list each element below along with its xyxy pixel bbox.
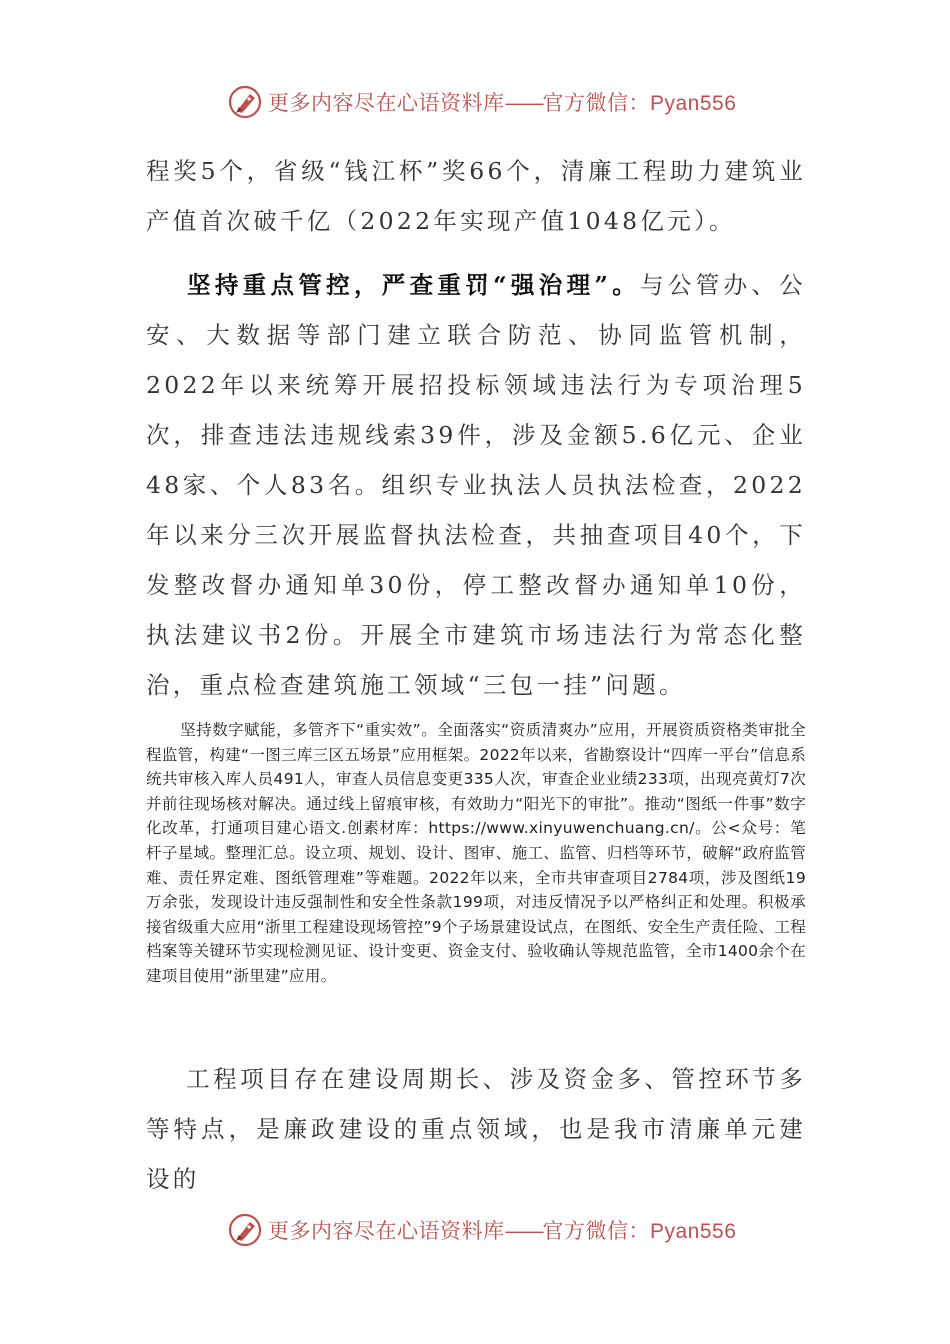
banner-wechat-label: 官方微信： (542, 91, 650, 115)
banner-dash: —— (504, 91, 543, 115)
header-banner (228, 84, 748, 120)
banner-text (268, 87, 736, 117)
banner-dash: —— (504, 1219, 543, 1243)
banner-wechat-id: Pyan556 (650, 1220, 737, 1243)
paragraph-3 (146, 718, 806, 989)
banner-title: 更多内容尽在心语资料库 (268, 91, 505, 115)
paragraph-2-body: 与公管办、公安、大数据等部门建立联合防范、协同监管机制，2022年以来统筹开展招投标领域违法行为专项治理5次，排查违法违规线索39件，涉及金额5.6亿元、企业48家、个人83名。组织专业执法人员执法检查，2022年以来分三次开展监督执法检查，共抽查项目40个，下发整改督办通知单30份，停工整改督办通知单10份，执法建议书2份。开展全市建筑市场违法行为常态化整治，重点检查建筑施工领域“三包一挂”问题。 (146, 271, 806, 699)
banner-title: 更多内容尽在心语资料库 (268, 1219, 505, 1243)
banner-text (268, 1215, 736, 1245)
pen-nib-circle-icon (228, 1213, 262, 1247)
paragraph-4-body: 工程项目存在建设周期长、涉及资金多、管控环节多等特点，是廉政建设的重点领域，也是我市清廉单元建设的 (146, 1065, 806, 1193)
pen-nib-circle-icon (228, 85, 262, 119)
paragraph-1: 程奖5个，省级“钱江杯”奖66个，清廉工程助力建筑业产值首次破千亿（2022年实现产值1048亿元）。 (146, 157, 806, 235)
banner-wechat-id: Pyan556 (650, 92, 737, 115)
paragraph-2 (146, 260, 806, 710)
paragraph-3-body: 坚持数字赋能，多管齐下“重实效”。全面落实“资质清爽办”应用，开展资质资格类审批全程监管，构建“一图三库三区五场景”应用框架。2022年以来，省勘察设计“四库一平台”信息系统共审核入库人员491人，审查人员信息变更335人次，审查企业业绩233项，出现亮黄灯7次并前往现场核对解决。通过线上留痕审核，有效助力“阳光下的审批”。推动“图纸一件事”数字化改革，打通项目建心语文.创素材库：https://www.xinyuwenchuang.cn/。公<众号：笔杆子星域。整理汇总。设立项、规划、设计、图审、施工、监管、归档等环节，破解“政府监管难、责任界定难、图纸管理难”等难题。2022年以来，全市共审查项目2784项，涉及图纸19万余张，发现设计违反强制性和安全性条款199项，对违反情况予以严格纠正和处理。积极承接省级重大应用“浙里工程建设现场管控”9个子场景建设试点，在图纸、安全生产责任险、工程档案等关键环节实现检测见证、设计变更、资金支付、验收确认等规范监管，全市1400余个在建项目使用“浙里建”应用。 (146, 721, 806, 985)
footer-banner (228, 1212, 748, 1248)
paragraph-4 (146, 1054, 806, 1204)
banner-wechat-label: 官方微信： (542, 1219, 650, 1243)
paragraph-2-lead: 坚持重点管控，严查重罚“强治理”。 (186, 271, 641, 299)
